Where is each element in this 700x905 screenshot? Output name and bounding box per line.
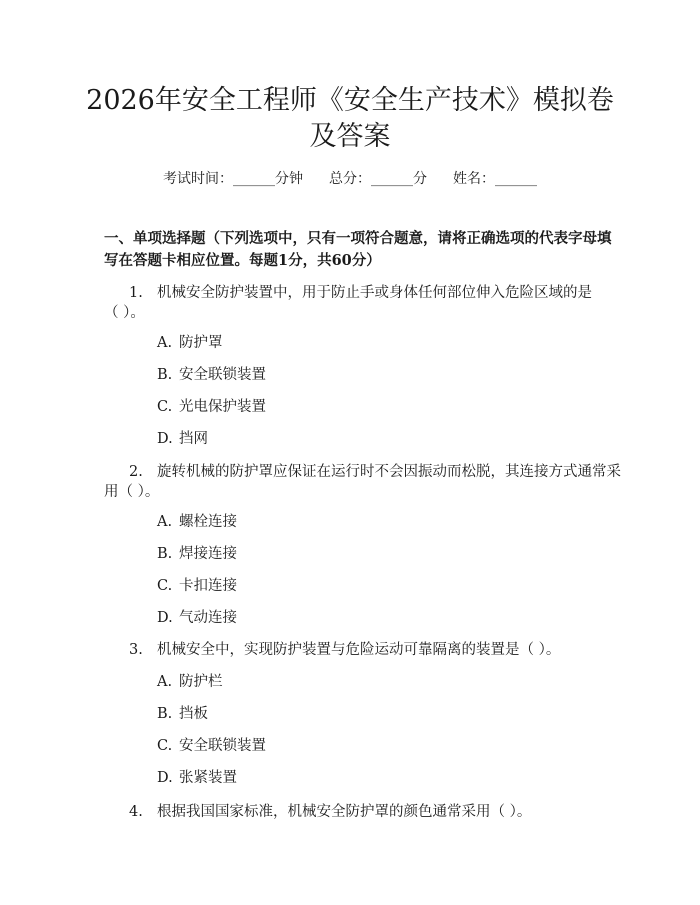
question-3-option-d — [157, 768, 237, 788]
question-text-continued: （ ）。 — [104, 305, 145, 321]
question-text: 旋转机械的防护罩应保证在运行时不会因振动而松脱，其连接方式通常采 — [157, 464, 621, 480]
question-number: 4. — [129, 804, 143, 820]
question-number: 3. — [129, 642, 143, 658]
question-2 — [0, 462, 700, 482]
exam-time: 考试时间：______分钟 — [163, 171, 303, 187]
option-text: 安全联锁装置 — [179, 738, 266, 754]
option-letter: B. — [157, 706, 173, 722]
option-letter: A. — [157, 514, 173, 530]
option-text: 气动连接 — [179, 610, 237, 626]
option-text: 光电保护装置 — [179, 399, 266, 415]
section-heading-line-1: 一、单项选择题（下列选项中，只有一项符合题意，请将正确选项的代表字母填 — [104, 230, 612, 247]
option-letter: C. — [157, 399, 173, 415]
question-text: 根据我国国家标准，机械安全防护罩的颜色通常采用（ ）。 — [157, 804, 532, 820]
question-2-option-b — [157, 544, 237, 564]
exam-total-score: 总分：______分 — [329, 171, 427, 187]
document-title-line-1: 2026年安全工程师《安全生产技术》模拟卷 — [86, 85, 614, 116]
option-text: 防护罩 — [179, 335, 223, 351]
question-1 — [0, 283, 700, 303]
option-letter: B. — [157, 367, 173, 383]
question-3-option-b — [157, 704, 208, 724]
question-3-option-a — [157, 672, 223, 692]
question-3-option-c — [157, 736, 266, 756]
question-3 — [0, 640, 700, 660]
question-1-option-b — [157, 365, 266, 385]
question-2-option-d — [157, 608, 237, 628]
option-text: 焊接连接 — [179, 546, 237, 562]
option-letter: C. — [157, 738, 173, 754]
question-1-option-c — [157, 397, 266, 417]
question-1-option-a — [157, 333, 223, 353]
exam-info — [0, 168, 700, 188]
option-letter: D. — [157, 770, 173, 786]
question-number: 2. — [129, 464, 143, 480]
option-text: 张紧装置 — [179, 770, 237, 786]
option-letter: A. — [157, 674, 173, 690]
question-2-option-a — [157, 512, 237, 532]
option-text: 挡板 — [179, 706, 208, 722]
question-4 — [0, 802, 700, 822]
question-2-continued — [0, 482, 700, 502]
question-text: 机械安全防护装置中，用于防止手或身体任何部位伸入危险区域的是 — [157, 285, 592, 301]
option-text: 安全联锁装置 — [179, 367, 266, 383]
option-letter: A. — [157, 335, 173, 351]
question-text: 机械安全中，实现防护装置与危险运动可靠隔离的装置是（ ）。 — [157, 642, 561, 658]
question-2-option-c — [157, 576, 237, 596]
question-number: 1. — [129, 285, 143, 301]
exam-name: 姓名：______ — [453, 171, 537, 187]
option-letter: D. — [157, 610, 173, 626]
option-text: 卡扣连接 — [179, 578, 237, 594]
question-1-continued — [0, 303, 700, 323]
question-text-continued: 用（ ）。 — [104, 484, 160, 500]
option-letter: C. — [157, 578, 173, 594]
question-1-option-d — [157, 429, 208, 449]
document-title-line-2: 及答案 — [309, 121, 391, 152]
option-text: 螺栓连接 — [179, 514, 237, 530]
option-letter: B. — [157, 546, 173, 562]
option-text: 防护栏 — [179, 674, 223, 690]
option-text: 挡网 — [179, 431, 208, 447]
section-heading-line-2: 写在答题卡相应位置。每题1分，共60分） — [104, 252, 381, 269]
option-letter: D. — [157, 431, 173, 447]
